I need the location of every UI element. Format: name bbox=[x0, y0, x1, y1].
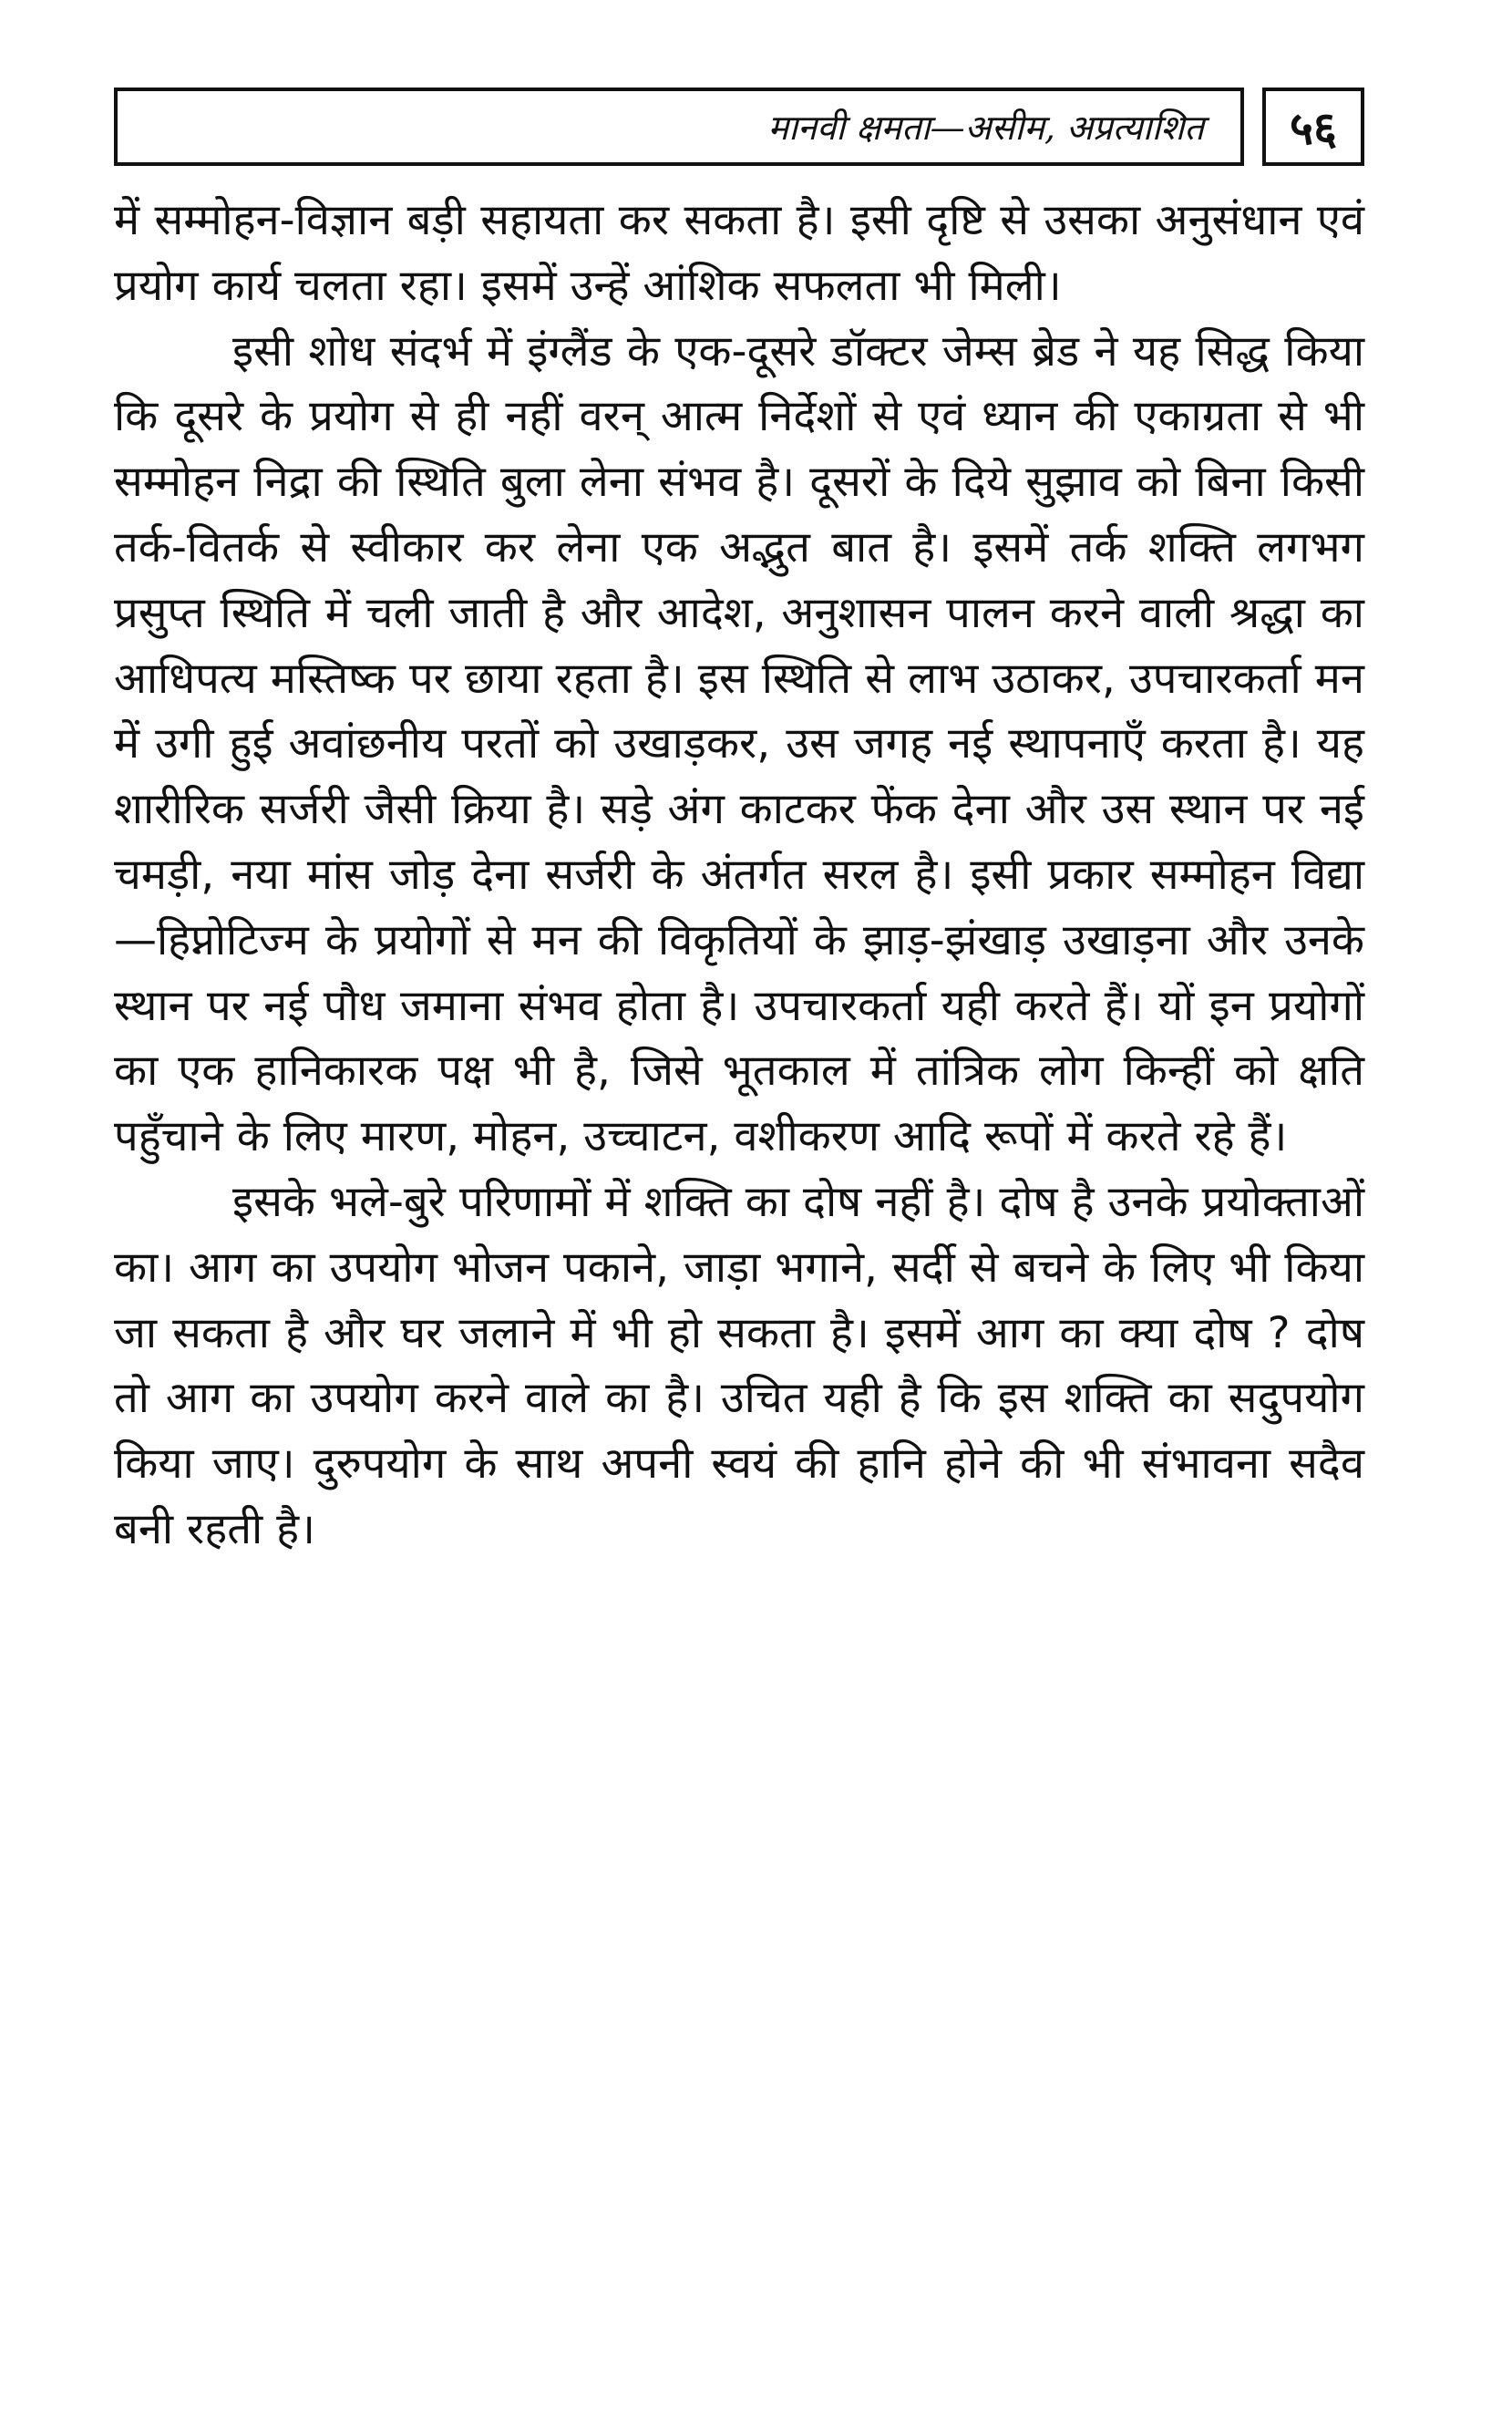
paragraph-hypnosis-research: इसी शोध संदर्भ में इंग्लैंड के एक-दूसरे डॉक्टर जेम्स ब्रेड ने यह सिद्ध किया कि दूसरे के प्रयोग से ही नहीं वरन् आत्म निर्देशों से एवं ध्यान की एकाग्रता से भी सम्मोहन निद्रा की स्थिति बुला लेना संभव है। दूसरों के दिये सुझाव को बिना किसी तर्क-वितर्क से स्वीकार कर लेना एक अद्भुत बात है। इसमें तर्क शक्ति लगभग प्रसुप्त स्थिति में चली जाती है और आदेश, अनुशासन पालन करने वाली श्रद्धा का आधिपत्य मस्तिष्क पर छाया रहता है। इस स्थिति से लाभ उठाकर, उपचारकर्ता मन में उगी हुई अवांछनीय परतों को उखाड़कर, उस जगह नई स्थापनाएँ करता है। यह शारीरिक सर्जरी जैसी क्रिया है। सड़े अंग काटकर फेंक देना और उस स्थान पर नई चमड़ी, नया मांस जोड़ देना सर्जरी के अंतर्गत सरल है। इसी प्रकार सम्मोहन विद्या—हिप्नोटिज्म के प्रयोगों से मन की विकृतियों के झाड़-झंखाड़ उखाड़ना और उनके स्थान पर नई पौध जमाना संभव होता है। उपचारकर्ता यही करते हैं। यों इन प्रयोगों का एक हानिकारक पक्ष भी है, जिसे भूतकाल में तांत्रिक लोग किन्हीं को क्षति पहुँचाने के लिए मारण, मोहन, उच्चाटन, वशीकरण आदि रूपों में करते रहे हैं। bbox=[114, 325, 1364, 1162]
running-header bbox=[114, 88, 1244, 166]
body-text bbox=[114, 188, 1364, 1562]
paragraph-continuation: में सम्मोहन-विज्ञान बड़ी सहायता कर सकता है। इसी दृष्टि से उसका अनुसंधान एवं प्रयोग कार्य चलता रहा। इसमें उन्हें आंशिक सफलता भी मिली। bbox=[114, 195, 1364, 311]
page-number: ५६ bbox=[1262, 88, 1364, 166]
paragraph-power-misuse: इसके भले-बुरे परिणामों में शक्ति का दोष नहीं है। दोष है उनके प्रयोक्ताओं का। आग का उपयोग भोजन पकाने, जाड़ा भगाने, सर्दी से बचने के लिए भी किया जा सकता है और घर जलाने में भी हो सकता है। इसमें आग का क्या दोष ? दोष तो आग का उपयोग करने वाले का है। उचित यही है कि इस शक्ति का सदुपयोग किया जाए। दुरुपयोग के साथ अपनी स्वयं की हानि होने की भी संभावना सदैव बनी रहती है। bbox=[114, 1176, 1364, 1554]
running-title: मानवी क्षमता—असीम, अप्रत्याशित bbox=[767, 108, 1204, 148]
